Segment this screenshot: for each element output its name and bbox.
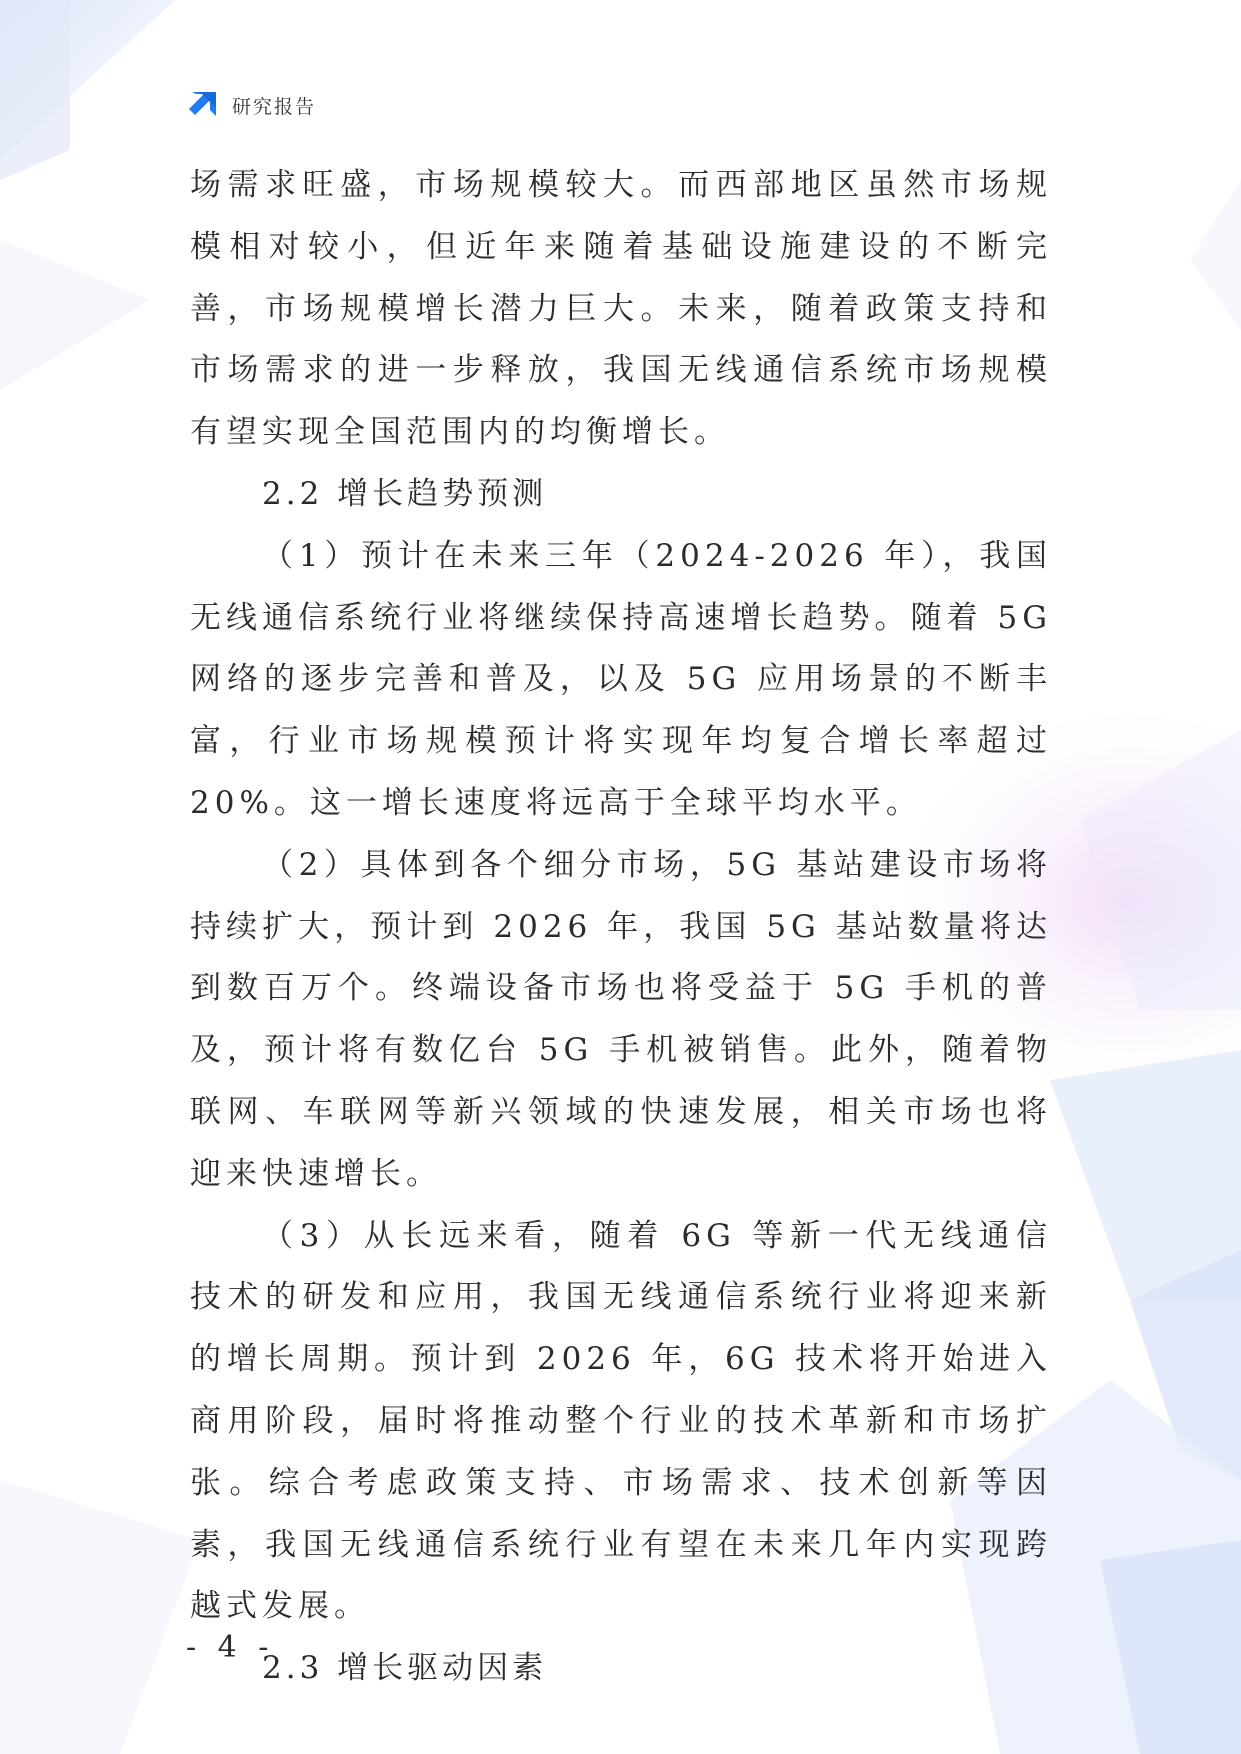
section-heading-2-2: 2.2 增长趋势预测	[262, 475, 548, 512]
paragraph-1: （1）预计在未来三年（2024-2026 年），我国无线通信系统行业将继续保持高速增长趋势。随着 5G 网络的逐步完善和普及，以及 5G 应用场景的不断丰富，行业市场规模预计将实现年均复合增长率超过 20%。这一增长速度将远高于全球平均水平。	[190, 537, 1052, 821]
document-body	[190, 155, 1052, 1700]
section-heading-2-3: 2.3 增长驱动因素	[262, 1650, 548, 1687]
paragraph-intro: 场需求旺盛，市场规模较大。而西部地区虽然市场规模相对较小，但近年来随着基础设施建设的不断完善，市场规模增长潜力巨大。未来，随着政策支持和市场需求的进一步释放，我国无线通信系统市场规模有望实现全国范围内的均衡增长。	[190, 167, 1052, 451]
page-number: - 4 -	[186, 1630, 275, 1665]
header-title: 研究报告	[232, 95, 317, 118]
report-header	[186, 88, 316, 122]
paragraph-3: （3）从长远来看，随着 6G 等新一代无线通信技术的研发和应用，我国无线通信系统行业将迎来新的增长周期。预计到 2026 年，6G 技术将开始进入商用阶段，届时将推动整个行业的技术革新和市场扩张。综合考虑政策支持、市场需求、技术创新等因素，我国无线通信系统行业有望在未来几年内实现跨越式发展。	[190, 1217, 1052, 1625]
arrow-up-right-icon	[186, 88, 220, 122]
paragraph-2: （2）具体到各个细分市场，5G 基站建设市场将持续扩大，预计到 2026 年，我国 5G 基站数量将达到数百万个。终端设备市场也将受益于 5G 手机的普及，预计将有数亿台 5G 手机被销售。此外，随着物联网、车联网等新兴领域的快速发展，相关市场也将迎来快速增长。	[190, 846, 1052, 1192]
